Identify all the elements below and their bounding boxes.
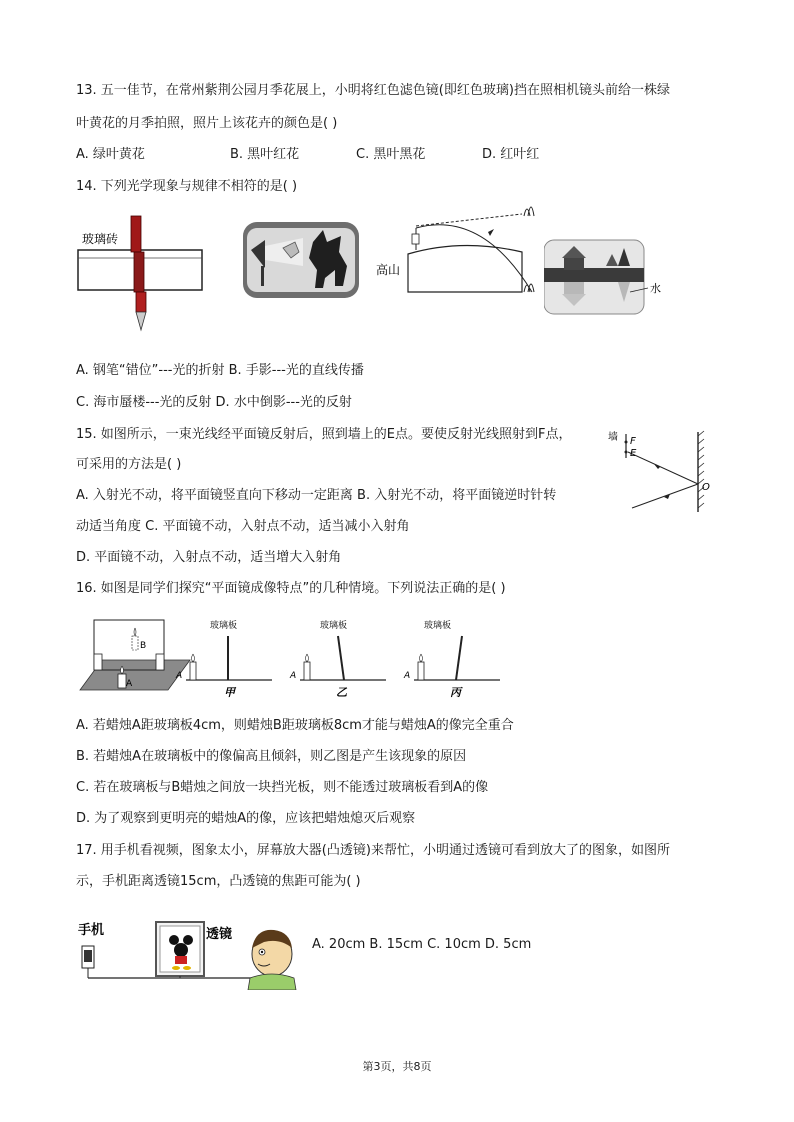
point-f-label: F — [630, 436, 636, 447]
yi-caption: 乙 — [336, 686, 347, 699]
q16-option-b: B. 若蜡烛A在玻璃板中的像偏高且倾斜，则乙图是产生该现象的原因 — [76, 749, 467, 764]
jia-glass-plate-label: 玻璃板 — [210, 621, 238, 631]
fig16-label-b: B — [140, 641, 147, 651]
q17-figure-phone-lens — [76, 918, 304, 990]
bing-caption: 丙 — [450, 686, 461, 699]
yi-label-a: A — [290, 671, 297, 681]
bing-glass-plate-label: 玻璃板 — [424, 621, 452, 631]
q14-options-line2: C. 海市蜃楼---光的反射 D. 水中倒影---光的反射 — [76, 395, 352, 410]
q17-stem-line2: 示，手机距离透镜15cm，凸透镜的焦距可能为( ) — [76, 874, 361, 889]
q14-options-line1: A. 钢笔“错位”---光的折射 B. 手影---光的直线传播 — [76, 363, 364, 378]
q13-option-b: B. 黑叶红花 — [230, 147, 300, 162]
q16-option-a: A. 若蜡烛A距玻璃板4cm，则蜡烛B距玻璃板8cm才能与蜡烛A的像完全重合 — [76, 718, 514, 733]
wall-label: 墙 — [608, 432, 618, 443]
jia-label-a: A — [176, 671, 183, 681]
yi-glass-plate-label: 玻璃板 — [320, 621, 348, 631]
q14-stem: 14. 下列光学现象与规律不相符的是( ) — [76, 179, 298, 194]
point-o-label: O — [702, 482, 710, 493]
q13-stem-line2: 叶黄花的月季拍照，照片上该花卉的颜色是( ) — [76, 116, 338, 131]
q17-options: A. 20cm B. 15cm C. 10cm D. 5cm — [312, 937, 532, 952]
q16-figure-bing — [400, 616, 502, 702]
q13-option-d: D. 红叶红 — [482, 147, 540, 162]
point-e-label: E — [630, 448, 637, 459]
q15-stem-line1: 15. 如图所示，一束光线经平面镜反射后，照到墙上的E点。要使反射光线照射到F点， — [76, 427, 572, 442]
q14-figure-water-reflection — [544, 236, 684, 316]
bing-label-a: A — [404, 671, 411, 681]
q16-option-c: C. 若在玻璃板与B蜡烛之间放一块挡光板，则不能透过玻璃板看到A的像 — [76, 780, 489, 795]
q17-stem-line1: 17. 用手机看视频，图象太小，屏幕放大器(凸透镜)来帮忙，小明通过透镜可看到放大了的图象，如图所 — [76, 843, 670, 858]
mountain-label: 高山 — [376, 263, 401, 277]
q16-option-d: D. 为了观察到更明亮的蜡烛A的像，应该把蜡烛熄灭后观察 — [76, 811, 416, 826]
lens-label: 透镜 — [206, 927, 233, 942]
q13-option-a: A. 绿叶黄花 — [76, 147, 145, 162]
q14-figure-pen-glass-brick — [74, 210, 214, 335]
q15-option-line3: A. 入射光不动，将平面镜竖直向下移动一定距离 B. 入射光不动，将平面镜逆时针转 — [76, 488, 557, 503]
water-label: 水 — [650, 282, 661, 295]
fig16-label-a: A — [126, 679, 133, 689]
jia-caption: 甲 — [224, 686, 235, 699]
q15-option-line4: 动适当角度 C. 平面镜不动，入射点不动，适当减小入射角 — [76, 519, 410, 534]
q13-option-c: C. 黑叶黑花 — [356, 147, 426, 162]
page-footer: 第3页，共8页 — [362, 1060, 432, 1073]
q13-stem-line1: 13. 五一佳节，在常州紫荆公园月季花展上，小明将红色滤色镜(即红色玻璃)挡在照相机镜头前给一株绿 — [76, 83, 670, 98]
q15-stem-line2: 可采用的方法是( ) — [76, 457, 182, 472]
q15-option-line5: D. 平面镜不动，入射点不动，适当增大入射角 — [76, 550, 342, 565]
q16-stem: 16. 如图是同学们探究“平面镜成像特点”的几种情境。下列说法正确的是( ) — [76, 581, 506, 596]
q15-figure-mirror-reflection — [602, 428, 714, 516]
q16-figure-jia — [172, 616, 274, 702]
q16-figure-yi — [286, 616, 388, 702]
glass-brick-label: 玻璃砖 — [82, 232, 119, 246]
phone-label: 手机 — [78, 923, 105, 938]
q14-figure-mirage — [372, 196, 538, 300]
q14-figure-hand-shadow — [243, 222, 359, 298]
